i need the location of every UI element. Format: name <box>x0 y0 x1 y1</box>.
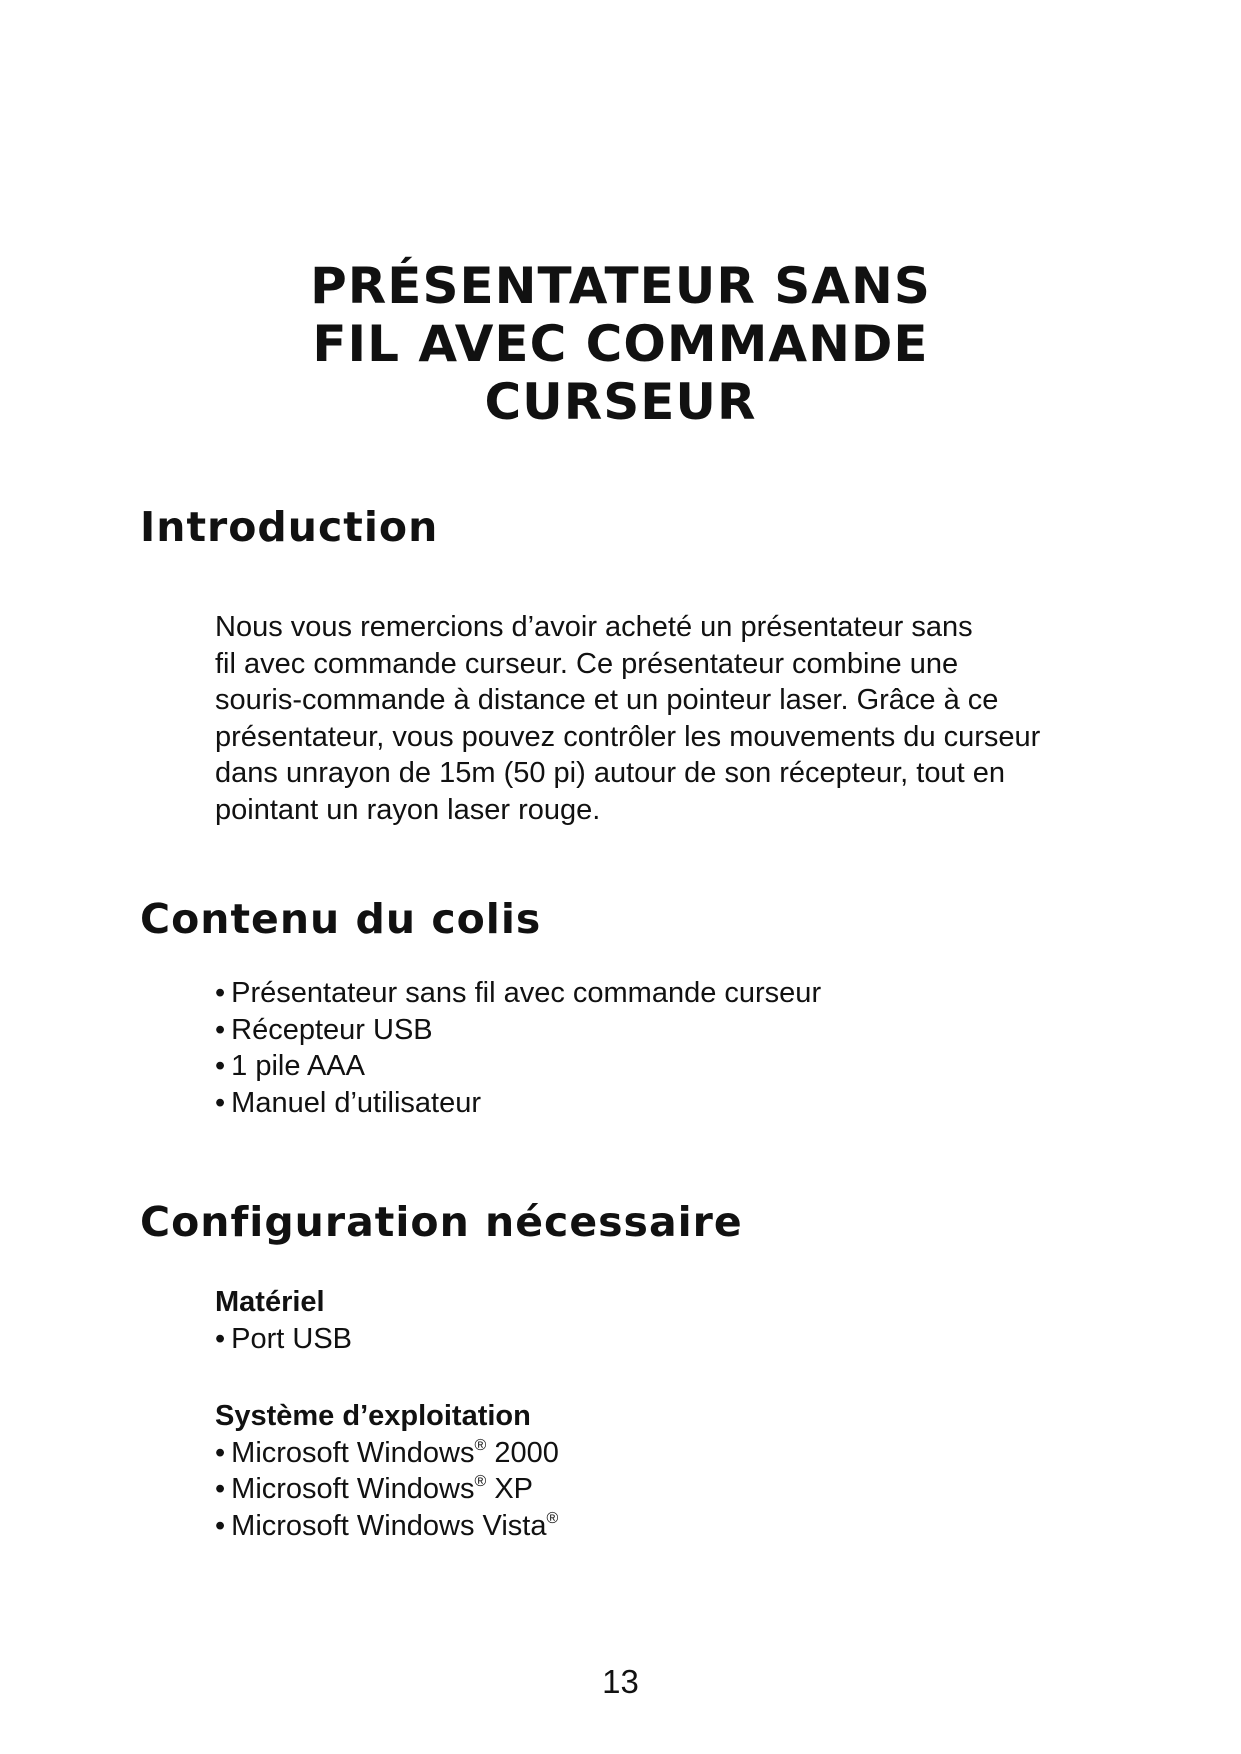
os-version: 2000 <box>486 1436 559 1469</box>
list-item-text: Manuel d’utilisateur <box>231 1086 482 1119</box>
list-item <box>215 1471 1115 1508</box>
list-item-text: Récepteur USB <box>231 1013 433 1046</box>
introduction-line: fil avec commande curseur. Ce présentateur combine une <box>215 647 959 680</box>
introduction-line: présentateur, vous pouvez contrôler les mouvements du curseur <box>215 720 1041 753</box>
introduction-line: dans unrayon de 15m (50 pi) autour de son récepteur, tout en <box>215 757 1005 789</box>
bullet-icon: • <box>215 1509 226 1542</box>
hardware-label: Matériel <box>215 1286 325 1318</box>
list-item <box>215 1321 1115 1358</box>
registered-mark: ® <box>546 1509 559 1527</box>
package-contents-list <box>215 975 1115 1121</box>
list-item <box>215 1508 1115 1545</box>
os-name: Microsoft Windows <box>231 1436 475 1469</box>
list-item-text: Port USB <box>231 1322 353 1355</box>
os-list <box>215 1435 1115 1545</box>
page-title <box>0 257 1241 431</box>
os-name: Microsoft Windows <box>231 1473 475 1505</box>
bullet-icon: • <box>215 1322 226 1355</box>
title-line-1: PRÉSENTATEUR SANS <box>310 256 931 315</box>
list-item <box>215 1048 1115 1085</box>
list-item-text: Présentateur sans fil avec commande curseur <box>231 977 822 1009</box>
bullet-icon: • <box>215 1050 226 1082</box>
introduction-line: souris-commande à distance et un pointeur laser. Grâce à ce <box>215 684 999 716</box>
os-section <box>215 1398 1115 1544</box>
bullet-icon: • <box>215 977 226 1009</box>
bullet-icon: • <box>215 1436 226 1469</box>
hardware-list <box>215 1321 1115 1358</box>
bullet-icon: • <box>215 1086 226 1119</box>
list-item <box>215 1085 1115 1122</box>
introduction-line: Nous vous remercions d’avoir acheté un présentateur sans <box>215 611 973 643</box>
introduction-line: pointant un rayon laser rouge. <box>215 793 601 826</box>
list-item <box>215 1435 1115 1472</box>
bullet-icon: • <box>215 1013 226 1046</box>
requirements-heading: Configuration nécessaire <box>140 1198 743 1246</box>
list-item <box>215 1012 1115 1049</box>
introduction-heading: Introduction <box>140 503 439 551</box>
os-version: XP <box>486 1473 534 1505</box>
os-name: Microsoft Windows Vista <box>231 1509 547 1542</box>
registered-mark: ® <box>474 1473 487 1490</box>
package-contents-section <box>215 975 1115 1121</box>
bullet-icon: • <box>215 1473 226 1505</box>
os-label: Système d’exploitation <box>215 1400 531 1432</box>
title-line-2: FIL AVEC COMMANDE <box>312 314 929 373</box>
registered-mark: ® <box>474 1436 487 1454</box>
hardware-section <box>215 1284 1115 1357</box>
title-line-3: CURSEUR <box>484 372 757 431</box>
package-contents-heading: Contenu du colis <box>140 895 542 943</box>
list-item-text: 1 pile AAA <box>231 1050 365 1082</box>
page-number: 13 <box>602 1663 639 1700</box>
list-item <box>215 975 1115 1012</box>
introduction-paragraph <box>215 609 1115 828</box>
